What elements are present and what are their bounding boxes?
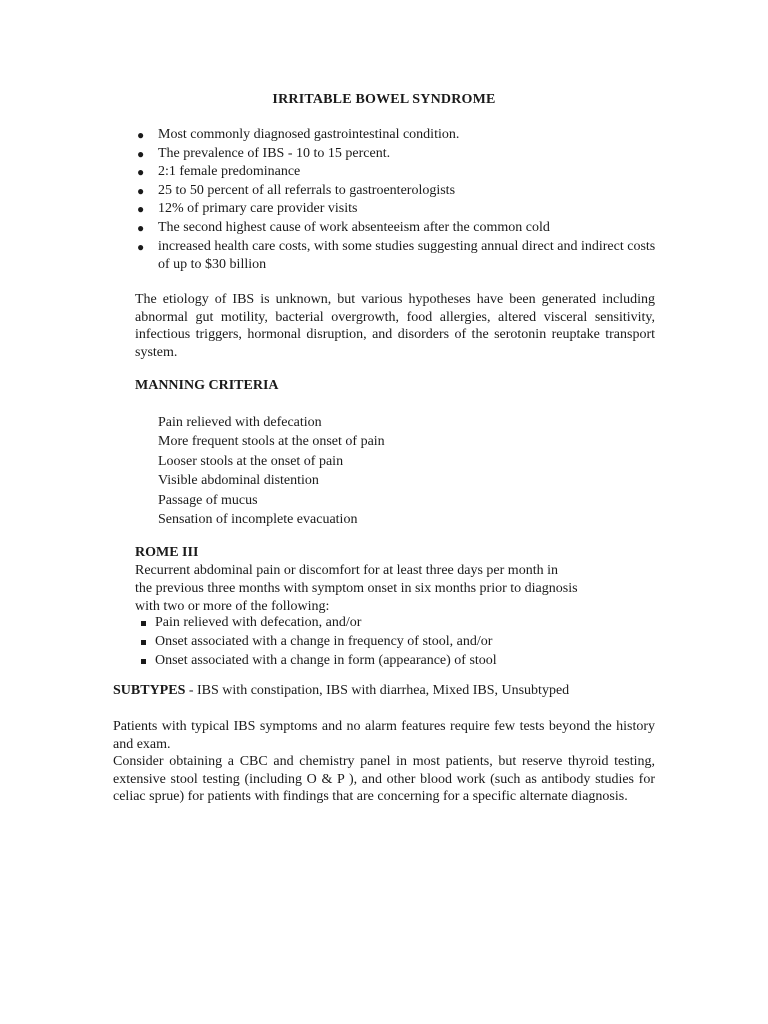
- list-item: ● increased health care costs, with some studies suggesting annual direct and indirect costs of up to $30 billion: [137, 238, 656, 273]
- rome-line: with two or more of the following:: [135, 598, 330, 614]
- list-item: ● 25 to 50 percent of all referrals to gastroenterologists: [137, 182, 657, 201]
- subtypes-line: [113, 683, 673, 699]
- bullet-icon: ●: [137, 183, 145, 198]
- list-item: ● 12% of primary care provider visits: [137, 200, 657, 219]
- bullet-icon: ●: [137, 239, 145, 254]
- list-item: ● The second highest cause of work absenteeism after the common cold: [137, 219, 657, 238]
- bullet-icon: ●: [137, 146, 145, 161]
- tests-paragraph: Patients with typical IBS symptoms and no alarm features require few tests beyond the history and exam.: [113, 719, 655, 752]
- rome-iii-description: [135, 562, 655, 615]
- etiology-paragraph: The etiology of IBS is unknown, but various hypotheses have been generated including abnormal gut motility, bacterial overgrowth, food allergies, altered visceral sensitivity, infectious triggers, hormonal disruption, and disorders of the serotonin reuptake transport system.: [135, 292, 655, 360]
- manning-criteria-list: [158, 413, 385, 529]
- rome-line: Recurrent abdominal pain or discomfort for at least three days per month in: [135, 563, 558, 578]
- list-item: Visible abdominal distention: [158, 473, 319, 489]
- list-item: ● Most commonly diagnosed gastrointestinal condition.: [137, 126, 657, 145]
- square-bullet-icon: [141, 640, 146, 645]
- rome-iii-criteria-list: [139, 614, 497, 670]
- subtypes-label: SUBTYPES: [113, 683, 186, 698]
- square-bullet-icon: [141, 621, 146, 626]
- bullet-icon: ●: [137, 220, 145, 235]
- list-item: Passage of mucus: [158, 492, 258, 508]
- consider-paragraph: Consider obtaining a CBC and chemistry panel in most patients, but reserve thyroid testing, extensive stool testing (including O & P ), and other blood work (such as antibody studies for celiac sprue) for patients with findings that are concerning for a specific alternate diagnosis.: [113, 754, 655, 805]
- list-item: ● 2:1 female predominance: [137, 163, 657, 182]
- list-item: Onset associated with a change in form (appearance) of stool: [139, 652, 497, 671]
- key-facts-list: [137, 126, 657, 275]
- square-bullet-icon: [141, 659, 146, 664]
- list-item: Looser stools at the onset of pain: [158, 453, 344, 469]
- bullet-icon: ●: [137, 128, 145, 142]
- rome-iii-heading: ROME III: [135, 545, 199, 560]
- bullet-icon: ●: [137, 202, 145, 217]
- list-item: Sensation of incomplete evacuation: [158, 512, 358, 528]
- rome-line: the previous three months with symptom onset in six months prior to diagnosis: [135, 580, 578, 596]
- page-title: IRRITABLE BOWEL SYNDROME: [272, 92, 496, 107]
- manning-criteria-heading: MANNING CRITERIA: [135, 378, 279, 393]
- list-item: Pain relieved with defecation, and/or: [139, 614, 497, 633]
- list-item: ● The prevalence of IBS - 10 to 15 percent.: [137, 145, 657, 164]
- bullet-icon: ●: [137, 165, 145, 180]
- list-item: Pain relieved with defecation: [158, 415, 322, 430]
- list-item: Onset associated with a change in frequency of stool, and/or: [139, 633, 497, 652]
- list-item: More frequent stools at the onset of pain: [158, 434, 385, 450]
- subtypes-text: - IBS with constipation, IBS with diarrhea, Mixed IBS, Unsubtyped: [185, 683, 570, 698]
